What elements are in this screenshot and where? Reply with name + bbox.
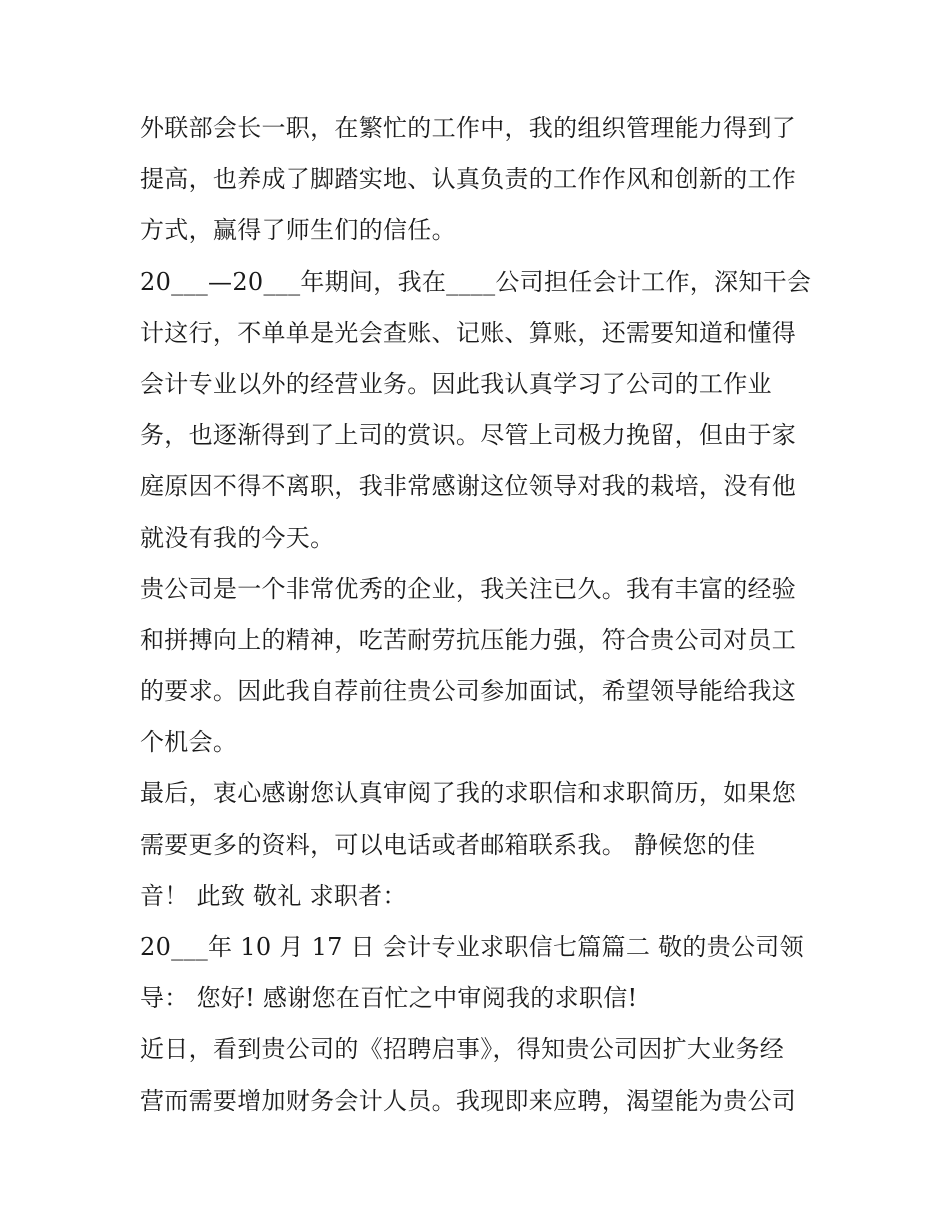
text-line: 方式，赢得了师生们的信任。 bbox=[140, 216, 456, 245]
text-line: 导： 您好! 感谢您在百忙之中审阅我的求职信! bbox=[140, 984, 638, 1013]
text-line: 会计专业以外的经营业务。因此我认真学习了公司的工作业 bbox=[140, 369, 772, 398]
text-line: 就没有我的今天。 bbox=[140, 523, 335, 552]
text-line: 音！ 此致 敬礼 求职者： bbox=[140, 881, 407, 910]
text-line: 营而需要增加财务会计人员。我现即来应聘，渴望能为贵公司 bbox=[140, 1086, 797, 1115]
text-line: 的要求。因此我自荐前往贵公司参加面试，希望领导能给我这 bbox=[140, 677, 797, 706]
text-line: 需要更多的资料，可以电话或者邮箱联系我。 静候您的佳 bbox=[140, 830, 756, 859]
text-line: 外联部会长一职，在繁忙的工作中，我的组织管理能力得到了 bbox=[140, 114, 797, 142]
text-line: 计这行，不单单是光会查账、记账、算账，还需要知道和懂得 bbox=[140, 318, 797, 347]
text-line: 和拼搏向上的精神，吃苦耐劳抗压能力强，符合贵公司对员工 bbox=[140, 625, 797, 654]
text-line: 近日，看到贵公司的《招聘启事》，得知贵公司因扩大业务经 bbox=[140, 1035, 785, 1064]
text-line: 20___年 10 月 17 日 会计专业求职信七篇篇二 敬的贵公司领 bbox=[140, 933, 804, 961]
text-line: 20___—20___年期间，我在____公司担任会计工作，深知干会 bbox=[140, 267, 812, 296]
text-line: 提高，也养成了脚踏实地、认真负责的工作作风和创新的工作 bbox=[140, 165, 797, 194]
text-line: 个机会。 bbox=[140, 728, 238, 757]
text-line: 最后，衷心感谢您认真审阅了我的求职信和求职简历，如果您 bbox=[140, 779, 797, 808]
text-line: 庭原因不得不离职，我非常感谢这位领导对我的栽培，没有他 bbox=[140, 472, 797, 501]
document-body bbox=[140, 103, 820, 1127]
text-line: 务，也逐渐得到了上司的赏识。尽管上司极力挽留，但由于家 bbox=[140, 421, 797, 450]
text-line: 贵公司是一个非常优秀的企业，我关注已久。我有丰富的经验 bbox=[140, 574, 797, 603]
